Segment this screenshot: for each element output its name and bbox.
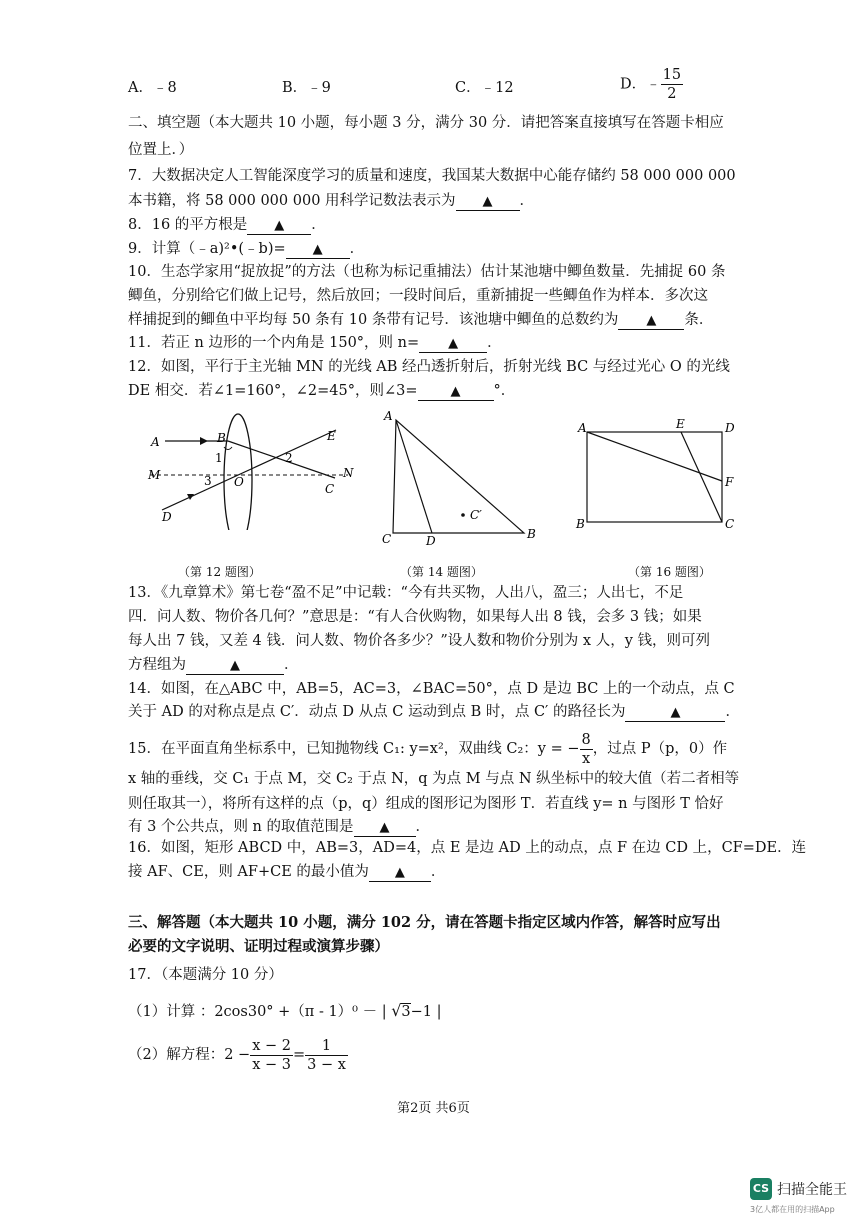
f12-angle-3: 3 bbox=[204, 474, 212, 488]
q14-line2: 关于 AD 的对称点是点 C′．动点 D 从点 C 运动到点 B 时，点 C′ 的路径长为 ▲ ． bbox=[128, 704, 740, 720]
q13-line4: 方程组为 ▲ ． bbox=[128, 657, 299, 673]
q15-line1: 15．在平面直角坐标系中，已知抛物线 C₁: y=x²，双曲线 C₂：y = − $\frac{8}{x}$ ，过点 P（p，0）作 bbox=[128, 731, 728, 767]
f12-label-A: A bbox=[151, 435, 160, 449]
f16-label-E: E bbox=[676, 417, 685, 431]
figure-12-lens bbox=[145, 410, 360, 530]
q13-line2: 四．问人数、物价各几何？”意思是：“有人合伙购物，如果每人出 8 钱，会多 3 钱；如果 bbox=[128, 609, 702, 625]
page-footer: 第2页 共6页 bbox=[397, 1101, 470, 1116]
f16-label-C: C bbox=[725, 517, 735, 531]
f14-label-Cprime: C′ bbox=[470, 508, 482, 522]
q17-fraction-1: $\frac{x - 2}{x - 3}$ bbox=[252, 1037, 291, 1073]
q15-fraction: $\frac{8}{x}$ bbox=[581, 731, 591, 767]
q17-part2: （2）解方程：2 − $\frac{x - 2}{x - 3}$ = $\frac{1}{3 - x}$ bbox=[128, 1037, 346, 1073]
q15-line4: 有 3 个公共点，则 n 的取值范围是 ▲ ． bbox=[128, 819, 430, 835]
q17-title: 17．（本题满分 10 分） bbox=[128, 967, 283, 983]
q15-line3: 则任取其一），将所有这样的点（p，q）组成的图形记为图形 T．若直线 y= n 与图形 T 恰好 bbox=[128, 796, 724, 812]
answer-blank: ▲ bbox=[419, 334, 487, 353]
q12-line2: DE 相交．若∠1=160°，∠2=45°，则∠3= ▲ °． bbox=[128, 383, 516, 399]
f12-angle-2: 2 bbox=[285, 451, 293, 465]
q12-line1: 12．如图，平行于主光轴 MN 的光线 AB 经凸透折射后，折射光线 BC 与经过光心 O 的光线 bbox=[128, 359, 730, 375]
f14-label-B: B bbox=[527, 527, 536, 541]
q14-line1: 14．如图，在△ABC 中，AB=5，AC=3，∠BAC=50°，点 D 是边 BC 上的一个动点，点 C bbox=[128, 681, 735, 697]
q17-part1: （1）计算 ：2cos30° +（π - 1）⁰ － | √3−1 | bbox=[128, 1001, 442, 1020]
option-b: B．﹣9 bbox=[282, 80, 331, 96]
camscanner-logo-icon: CS bbox=[750, 1178, 772, 1200]
f12-label-C: C bbox=[325, 482, 335, 496]
q16-line1: 16．如图，矩形 ABCD 中，AB=3，AD=4，点 E 是边 AD 上的动点，点 F 在边 CD 上，CF=DE．连 bbox=[128, 840, 807, 856]
figure-14-triangle bbox=[375, 405, 545, 550]
answer-blank: ▲ bbox=[186, 656, 284, 675]
answer-blank: ▲ bbox=[369, 863, 431, 882]
f14-label-C: C bbox=[382, 532, 392, 546]
option-d bbox=[620, 66, 683, 103]
answer-blank: ▲ bbox=[456, 192, 520, 211]
watermark-tagline: 3亿人都在用的扫描App bbox=[750, 1205, 835, 1214]
f12-label-O: O bbox=[234, 475, 244, 489]
answer-blank: ▲ bbox=[625, 703, 725, 722]
answer-blank: ▲ bbox=[618, 311, 684, 330]
answer-blank: ▲ bbox=[286, 240, 350, 259]
answer-blank: ▲ bbox=[247, 216, 311, 235]
caption-fig14: （第 14 题图） bbox=[400, 565, 483, 579]
q17-fraction-2: $\frac{1}{3 - x}$ bbox=[307, 1037, 346, 1073]
f16-label-D: D bbox=[725, 421, 735, 435]
f16-label-F: F bbox=[725, 475, 734, 489]
section3-heading-cont: 必要的文字说明、证明过程或演算步骤） bbox=[128, 938, 389, 955]
caption-fig12: （第 12 题图） bbox=[178, 565, 261, 579]
f12-label-B: B bbox=[217, 431, 226, 445]
figure-16-rectangle bbox=[570, 410, 745, 535]
option-d-fraction: $\frac{15}{2}$ bbox=[662, 67, 682, 102]
q11: 11．若正 n 边形的一个内角是 150°，则 n= ▲ ． bbox=[128, 335, 502, 351]
f12-angle-1: 1 bbox=[215, 451, 223, 465]
f12-label-M: M bbox=[148, 468, 161, 482]
f16-label-A: A bbox=[578, 421, 587, 435]
section2-heading: 二、填空题（本大题共 10 小题，每小题 3 分，满分 30 分．请把答案直接填写在答题卡相应 bbox=[128, 115, 724, 131]
f16-label-B: B bbox=[576, 517, 585, 531]
answer-blank: ▲ bbox=[354, 818, 416, 837]
option-d-prefix: D．﹣ bbox=[620, 76, 661, 93]
q9: 9．计算（﹣a)²•(﹣b)= ▲ ． bbox=[128, 241, 365, 257]
answer-blank: ▲ bbox=[418, 382, 494, 401]
caption-fig16: （第 16 题图） bbox=[628, 565, 711, 579]
section2-heading-cont: 位置上．） bbox=[128, 142, 194, 158]
q8: 8．16 的平方根是 ▲ ． bbox=[128, 217, 326, 233]
q7-line1: 7．大数据决定人工智能深度学习的质量和速度，我国某大数据中心能存储约 58 000 000 000 bbox=[128, 168, 736, 184]
q10-line1: 10．生态学家用“捉放捉”的方法（也称为标记重捕法）估计某池塘中鲫鱼数量．先捕捉 60 条 bbox=[128, 264, 726, 280]
section3-heading: 三、解答题（本大题共 10 小题，满分 102 分，请在答题卡指定区域内作答，解答时应写出 bbox=[128, 914, 721, 931]
q16-line2: 接 AF、CE，则 AF+CE 的最小值为 ▲ ． bbox=[128, 864, 446, 880]
q10-line2: 鲫鱼，分别给它们做上记号，然后放回；一段时间后，重新捕捉一些鲫鱼作为样本．多次这 bbox=[128, 288, 708, 304]
q13-line1: 13．《九章算术》第七卷“盈不足”中记载：“今有共买物，人出八，盈三；人出七，不足 bbox=[128, 585, 684, 601]
q7-line2: 本书籍，将 58 000 000 000 用科学记数法表示为 ▲ ． bbox=[128, 193, 535, 209]
f12-label-D: D bbox=[162, 510, 172, 524]
f14-label-A: A bbox=[384, 409, 393, 423]
f12-label-E: E bbox=[327, 429, 336, 443]
watermark-name: 扫描全能王 bbox=[777, 1182, 847, 1198]
option-c: C．﹣12 bbox=[455, 80, 514, 96]
q10-line3: 样捕捉到的鲫鱼中平均每 50 条有 10 条带有记号．该池塘中鲫鱼的总数约为 ▲ 条． bbox=[128, 312, 714, 328]
option-a: A．﹣8 bbox=[128, 80, 177, 96]
q13-line3: 每人出 7 钱，又差 4 钱．问人数、物价各多少？”设人数和物价分别为 x 人，y 钱，则可列 bbox=[128, 633, 710, 649]
q15-line2: x 轴的垂线，交 C₁ 于点 M，交 C₂ 于点 N，q 为点 M 与点 N 纵坐标中的较大值（若二者相等 bbox=[128, 771, 740, 787]
f12-label-N: N bbox=[343, 466, 354, 480]
f14-label-D: D bbox=[426, 534, 436, 548]
